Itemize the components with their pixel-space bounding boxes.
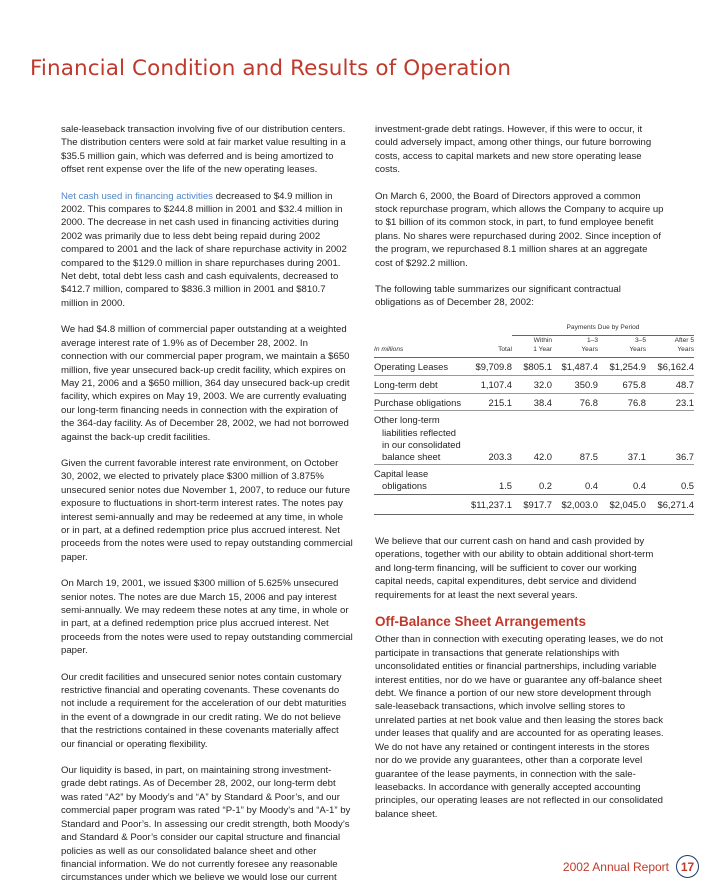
row-label: Capital lease obligations [374, 468, 429, 492]
paragraph: investment-grade debt ratings. However, if this were to occur, it could adversely impact, among other things, our future borrowing costs, access to capital markets and new store operating lease costs. [375, 124, 652, 176]
table-column-header: 3–5 Years [598, 336, 646, 358]
paragraph: sale-leaseback transaction involving five of our distribution centers. The distribution centers were sold at fair market value resulting in a $35.5 million gain, which was deferred and is being amortized to offset rent expense over the life of the new operating leases. [61, 124, 346, 176]
cell: 675.8 [598, 375, 646, 393]
paragraph-rest: decreased to $4.9 million in 2002. This compares to $244.8 million in 2001 and $32.4 million in 2000. The decrease in net cash used in financing activities during 2002 was primarily due to less debt being repaid during 2002 compared to 2001 and the lack of share repurchase activity in 2002 compared to the $129.0 million in share repurchases during 2001. Net debt, total debt less cash and cash equivalents, decreased to $412.7 million, compared to $836.3 million in 2001 and $810.7 million in 2000. [61, 190, 347, 309]
paragraph: Our credit facilities and unsecured senior notes contain customary restrictive financial and operating covenants. These covenants do not include a requirement for the acceleration of our debt maturities in the event of a downgrade in our credit rating. We do not believe that the restrictions contained in these covenants materially affect our financial or operating flexibility. [61, 671, 347, 750]
cell: 32.0 [512, 375, 552, 393]
right-column [374, 123, 694, 834]
left-column [61, 123, 353, 890]
table-column-header: Within 1 Year [512, 336, 552, 358]
total-cell: $917.7 [512, 494, 552, 514]
paragraph: Other than in connection with executing operating leases, we do not participate in transactions that generate relationships with unconsolidated entities or financial partnerships, including variable interest entities, nor do we have or guarantee any off-balance sheet debt. We finance a portion of our new store development through sale-leaseback transactions, which involve selling stores to unrelated parties at net book value and then leasing the stores back under leases that qualify and are accounted for as operating leases. We do not have any retained or contingent interests in the stores nor do we provide any guarantees, other than a corporate level guarantee of the lease payments, in connection with the sale-leasebacks. In accordance with generally accepted accounting principles, our operating leases are not reflected in our consolidated balance sheet. [375, 634, 664, 820]
cell: 0.5 [680, 479, 694, 491]
paragraph: On March 6, 2000, the Board of Directors approved a common stock repurchase program, which allows the Company to acquire up to $1 billion of its common stock, in part, to fund employee benefit plans. No shares were repurchased during 2002. Since inception of the program, we repurchased 8.1 million shares at an aggregate cost of $292.2 million. [375, 190, 664, 269]
cell: 1,107.4 [464, 375, 512, 393]
table-group-header: Payments Due by Period [512, 321, 694, 336]
cell: 36.7 [646, 411, 694, 465]
total-cell: $11,237.1 [464, 494, 512, 514]
total-cell: $6,271.4 [646, 494, 694, 514]
paragraph: The following table summarizes our significant contractual obligations as of December 28, 2002: [375, 284, 621, 309]
row-label: Operating Leases [374, 358, 464, 376]
table-row [374, 411, 694, 465]
cell: 87.5 [552, 411, 598, 465]
table-column-header: Total [464, 336, 512, 358]
highlight-lead: Net cash used in financing activities [61, 190, 213, 202]
cell: 37.1 [598, 411, 646, 465]
row-label: Other long-term liabilities reflected in our consolidated balance sheet [374, 411, 464, 465]
page-title: Financial Condition and Results of Operation [30, 56, 512, 81]
table-row [374, 393, 694, 411]
row-label: Long-term debt [374, 375, 464, 393]
cell: 1.5 [498, 479, 512, 491]
cell: 350.9 [552, 375, 598, 393]
table-unit-label: In millions [374, 336, 464, 358]
cell: 48.7 [646, 375, 694, 393]
total-cell: $2,045.0 [598, 494, 646, 514]
cell: 23.1 [646, 393, 694, 411]
paragraph [61, 190, 353, 311]
report-label: 2002 Annual Report [562, 859, 669, 874]
table-column-header: After 5 Years [646, 336, 694, 358]
cell: $9,709.8 [464, 358, 512, 376]
cell: 203.3 [464, 411, 512, 465]
table-row [374, 375, 694, 393]
cell: 0.2 [538, 479, 552, 491]
total-cell: $2,003.0 [552, 494, 598, 514]
paragraph: On March 19, 2001, we issued $300 million of 5.625% unsecured senior notes. The notes are due March 15, 2006 and pay interest semi-annually. We may redeem these notes at any time, in whole or in part, at a defined redemption price plus accrued interest. Net proceeds from the notes were used to repay outstanding commercial paper. [61, 578, 353, 657]
cell: 215.1 [464, 393, 512, 411]
table-row [374, 465, 694, 494]
cell: $1,487.4 [552, 358, 598, 376]
cell: $1,254.9 [598, 358, 646, 376]
paragraph: We had $4.8 million of commercial paper outstanding at a weighted average interest rate of 1.9% as of December 28, 2002. In connection with our commercial paper program, we maintain a $650 million, five year unsecured back-up credit facility, which expires on May 21, 2006 and a $650 million, 364 day unsecured back-up credit facility, which expires on May 19, 2003. We are currently evaluating our long-term financing needs in connection with the expiration of the 364-day facility. As of December 28, 2002, we had not borrowed against the back-up credit facilities. [61, 324, 350, 443]
cell: 76.8 [598, 393, 646, 411]
cell: $6,162.4 [646, 358, 694, 376]
cell: 0.4 [632, 479, 646, 491]
paragraph: Our liquidity is based, in part, on maintaining strong investment-grade debt ratings. As of December 28, 2002, our long-term debt was rated “A2” by Moody’s and “A” by Standard & Poor’s, and our commercial paper program was rated “P-1” by Moody’s and “A-1” by Standard and Poor’s. In assessing our credit strength, both Moody’s and Standard & Poor’s consider our capital structure and financial policies as well as our consolidated balance sheet and other financial information. We do not currently foresee any reasonable circumstances under which we believe we would lose our current [61, 765, 351, 884]
cell: 38.4 [512, 393, 552, 411]
table-total-row [374, 494, 694, 514]
cell: $805.1 [512, 358, 552, 376]
cell: 42.0 [512, 411, 552, 465]
section-heading: Off-Balance Sheet Arrangements [375, 614, 587, 630]
page-number: 17 [676, 855, 699, 878]
row-label: Purchase obligations [374, 393, 464, 411]
contractual-obligations-table [374, 321, 694, 515]
paragraph: We believe that our current cash on hand and cash provided by operations, together with our ability to obtain additional short-term and long-term financing, will be sufficient to cover our working capital needs, capital expenditures, debt service and dividend requirements for at least the next several years. [375, 536, 654, 601]
page-footer [563, 855, 699, 878]
cell: 76.8 [552, 393, 598, 411]
table-row [374, 358, 694, 376]
paragraph: Given the current favorable interest rate environment, on October 30, 2002, we elected to privately place $300 million of 3.875% unsecured senior notes due November 1, 2007, to reduce our future exposure to fluctuations in short-term interest rates. The notes pay interest semi-annually and may be redeemed at any time, in whole or in part, at a defined redemption price plus accrued interest. Net proceeds from the notes were used to repay outstanding commercial paper. [61, 457, 353, 563]
table-column-header: 1–3 Years [552, 336, 598, 358]
cell: 0.4 [584, 479, 598, 491]
